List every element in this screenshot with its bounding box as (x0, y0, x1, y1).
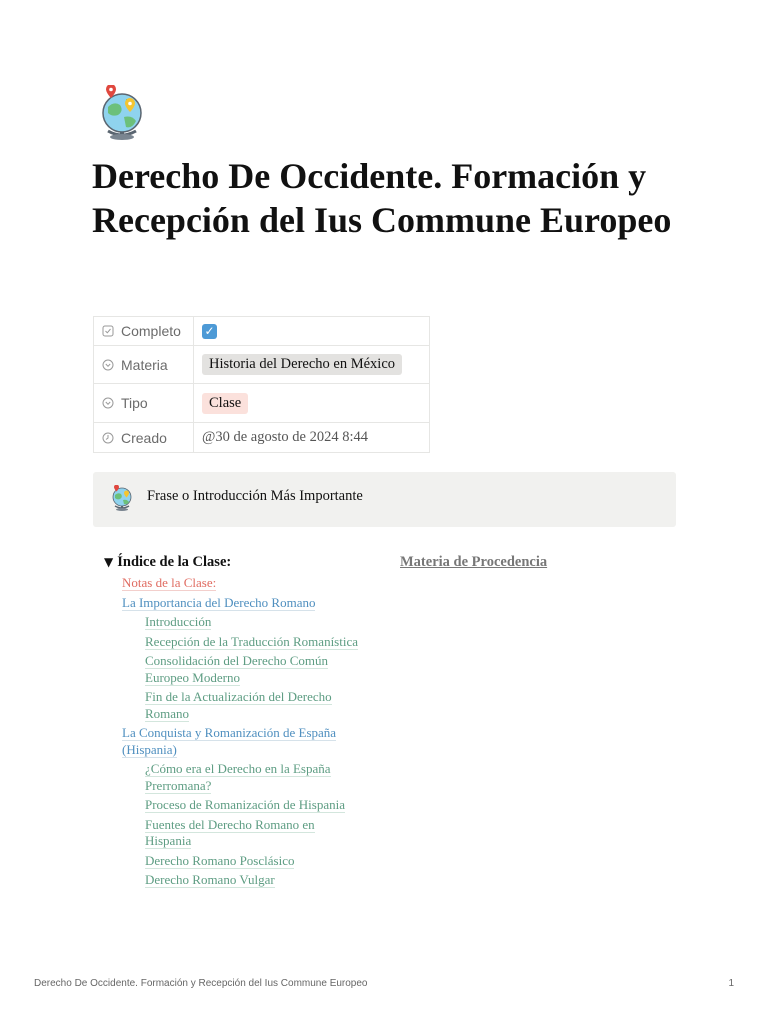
materia-tag[interactable]: Historia del Derecho en México (202, 354, 402, 375)
materia-procedencia-link[interactable]: Materia de Procedencia (400, 554, 548, 570)
toc-item (145, 872, 360, 889)
properties-table (93, 316, 430, 453)
table-of-contents (104, 554, 374, 892)
callout-text: Frase o Introducción Más Importante (147, 488, 363, 504)
toc-item (145, 653, 360, 686)
property-row-creado (94, 423, 430, 453)
globe-icon (109, 485, 135, 511)
property-label: Creado (121, 429, 167, 446)
toc-link[interactable]: Fuentes del Derecho Romano en Hispania (145, 816, 315, 848)
property-value-materia[interactable] (194, 346, 430, 384)
callout-block (93, 472, 676, 527)
page-title: Derecho De Occidente. Formación y Recepción del Ius Commune Europeo (92, 156, 672, 240)
toc-item (145, 689, 360, 722)
toc-item (145, 634, 360, 651)
toc-item (145, 614, 360, 631)
toc-item (145, 853, 360, 870)
property-value-creado: @30 de agosto de 2024 8:44 (194, 423, 430, 453)
toc-link[interactable]: La Conquista y Romanización de España (Hispania) (122, 725, 337, 757)
toc-item (122, 725, 362, 758)
property-key-creado (94, 423, 194, 453)
toc-link[interactable]: Derecho Romano Posclásico (145, 852, 295, 868)
toc-item (122, 575, 362, 592)
toc-item (145, 817, 360, 850)
page-number: 1 (728, 978, 734, 989)
select-property-icon (102, 397, 114, 409)
property-label: Materia (121, 356, 168, 373)
checkbox-checked-icon[interactable]: ✓ (202, 324, 217, 339)
toc-link[interactable]: Proceso de Romanización de Hispania (145, 797, 345, 812)
property-key-materia (94, 346, 194, 384)
property-value-tipo[interactable] (194, 384, 430, 423)
property-row-materia (94, 346, 430, 384)
property-value-completo[interactable] (194, 317, 430, 346)
footer-title: Derecho De Occidente. Formación y Recepción del Ius Commune Europeo (34, 978, 368, 989)
toc-link[interactable]: ¿Cómo era el Derecho en la España Prerromana? (145, 761, 331, 793)
property-row-tipo (94, 384, 430, 423)
property-row-completo (94, 317, 430, 346)
toc-item (122, 595, 362, 612)
property-key-tipo (94, 384, 194, 423)
clock-property-icon (102, 432, 114, 444)
toc-item (145, 797, 360, 814)
toc-heading: Índice de la Clase: (117, 554, 232, 570)
toc-link[interactable]: Consolidación del Derecho Común Europeo Moderno (145, 653, 329, 685)
select-property-icon (102, 359, 114, 371)
toc-toggle[interactable] (104, 554, 374, 571)
globe-with-map-pins-icon (94, 85, 150, 141)
checkbox-property-icon (102, 325, 114, 337)
toc-link[interactable]: Fin de la Actualización del Derecho Romano (145, 689, 332, 721)
property-label: Tipo (121, 395, 148, 411)
property-key-completo (94, 317, 194, 346)
tipo-tag[interactable]: Clase (202, 393, 248, 414)
toc-link[interactable]: Notas de la Clase: (122, 575, 217, 590)
toc-link[interactable]: Introducción (145, 614, 212, 629)
toc-link[interactable]: Recepción de la Traducción Romanística (145, 633, 359, 649)
property-label: Completo (121, 323, 181, 339)
toc-link[interactable]: La Importancia del Derecho Romano (122, 594, 316, 610)
triangle-down-icon[interactable]: ▼ (104, 555, 114, 569)
toc-link[interactable]: Derecho Romano Vulgar (145, 872, 275, 887)
toc-item (145, 761, 360, 794)
